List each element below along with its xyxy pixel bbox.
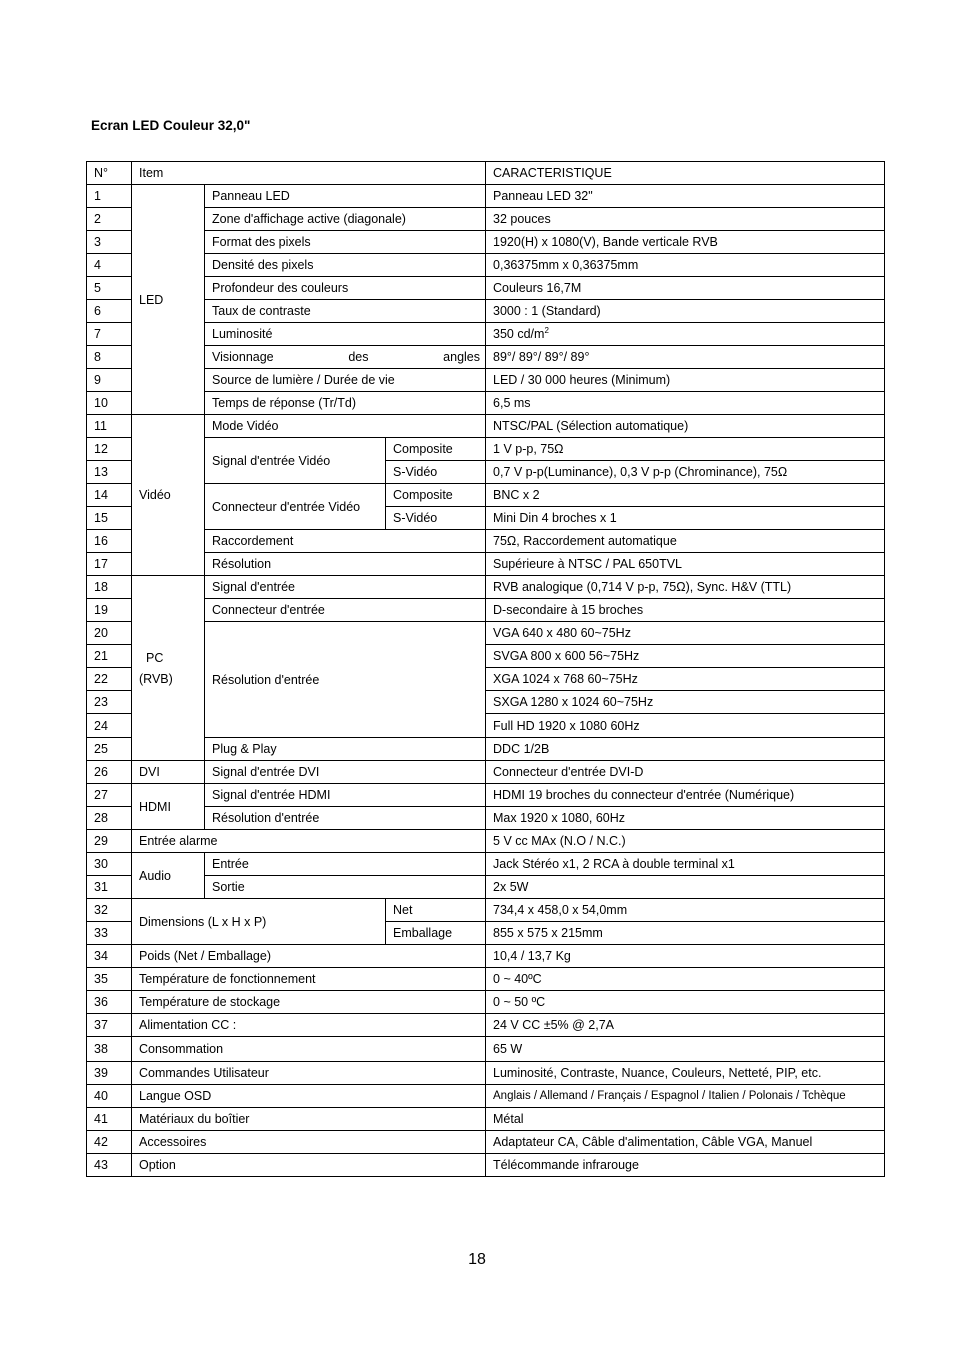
- table-row: [87, 622, 885, 645]
- sub-item-label: S-Vidéo: [386, 507, 486, 530]
- spec-value: 0 ~ 50 ºC: [486, 991, 885, 1014]
- item-label: Zone d'affichage active (diagonale): [205, 208, 486, 231]
- table-row: [87, 738, 885, 761]
- spec-value: Jack Stéréo x1, 2 RCA à double terminal x1: [486, 853, 885, 876]
- row-number: 32: [87, 899, 132, 922]
- spec-value: 1 V p-p, 75Ω: [486, 438, 885, 461]
- spec-value: 10,4 / 13,7 Kg: [486, 945, 885, 968]
- table-row: [87, 1062, 885, 1085]
- table-row: [87, 530, 885, 553]
- item-label: Temps de réponse (Tr/Td): [205, 392, 486, 415]
- item-label: Signal d'entrée HDMI: [205, 784, 486, 807]
- spec-value: 6,5 ms: [486, 392, 885, 415]
- row-number: 18: [87, 576, 132, 599]
- spec-value: Mini Din 4 broches x 1: [486, 507, 885, 530]
- item-label-visionnage: [205, 346, 486, 369]
- table-row: [87, 968, 885, 991]
- spec-value: 24 V CC ±5% @ 2,7A: [486, 1014, 885, 1037]
- spec-value: Anglais / Allemand / Français / Espagnol / Italien / Polonais / Tchèque: [486, 1085, 885, 1108]
- spec-text: 350 cd/m: [493, 327, 545, 341]
- table-row: [87, 1037, 885, 1062]
- group-dimensions: Dimensions (L x H x P): [132, 899, 386, 945]
- item-label: Signal d'entrée: [205, 576, 486, 599]
- table-row: [87, 830, 885, 853]
- spec-value: 65 W: [486, 1037, 885, 1062]
- row-number: 40: [87, 1085, 132, 1108]
- spec-value: 855 x 575 x 215mm: [486, 922, 885, 945]
- spec-value: D-secondaire à 15 broches: [486, 599, 885, 622]
- row-number: 20: [87, 622, 132, 645]
- table-row: [87, 254, 885, 277]
- table-row: [87, 599, 885, 622]
- row-number: 8: [87, 346, 132, 369]
- superscript: 2: [544, 325, 549, 335]
- spec-value: DDC 1/2B: [486, 738, 885, 761]
- table-header-row: [87, 162, 885, 185]
- row-number: 17: [87, 553, 132, 576]
- item-label: Résolution d'entrée: [205, 807, 486, 830]
- spec-value: Panneau LED 32": [486, 185, 885, 208]
- table-row: [87, 369, 885, 392]
- item-label: Connecteur d'entrée: [205, 599, 486, 622]
- item-label: Langue OSD: [132, 1085, 486, 1108]
- sub-item-label: S-Vidéo: [386, 461, 486, 484]
- row-number: 10: [87, 392, 132, 415]
- row-number: 16: [87, 530, 132, 553]
- row-number: 21: [87, 645, 132, 668]
- table-row: [87, 415, 885, 438]
- spec-value: BNC x 2: [486, 484, 885, 507]
- row-number: 39: [87, 1062, 132, 1085]
- table-row: [87, 853, 885, 876]
- row-number: 4: [87, 254, 132, 277]
- item-label: Alimentation CC :: [132, 1014, 486, 1037]
- group-pc-line2: (RVB): [139, 671, 173, 686]
- spec-value: 89°/ 89°/ 89°/ 89°: [486, 346, 885, 369]
- item-label: Densité des pixels: [205, 254, 486, 277]
- item-label: Température de fonctionnement: [132, 968, 486, 991]
- row-number: 22: [87, 668, 132, 691]
- row-number: 42: [87, 1131, 132, 1154]
- spec-value: SVGA 800 x 600 56~75Hz: [486, 645, 885, 668]
- item-label: Poids (Net / Emballage): [132, 945, 486, 968]
- spec-value: 0 ~ 40ºC: [486, 968, 885, 991]
- table-row: [87, 945, 885, 968]
- row-number: 3: [87, 231, 132, 254]
- row-number: 5: [87, 277, 132, 300]
- item-label: Sortie: [205, 876, 486, 899]
- group-pc: [132, 576, 205, 761]
- item-label: Format des pixels: [205, 231, 486, 254]
- table-row: [87, 1085, 885, 1108]
- spec-value: Supérieure à NTSC / PAL 650TVL: [486, 553, 885, 576]
- row-number: 6: [87, 300, 132, 323]
- row-number: 9: [87, 369, 132, 392]
- row-number: 25: [87, 738, 132, 761]
- table-row: [87, 784, 885, 807]
- row-number: 19: [87, 599, 132, 622]
- row-number: 31: [87, 876, 132, 899]
- spec-value: Full HD 1920 x 1080 60Hz: [486, 714, 885, 738]
- spec-value: 5 V cc MAx (N.O / N.C.): [486, 830, 885, 853]
- header-spec: CARACTERISTIQUE: [486, 162, 885, 185]
- row-number: 37: [87, 1014, 132, 1037]
- specification-table: [86, 161, 885, 1177]
- spec-value: Max 1920 x 1080, 60Hz: [486, 807, 885, 830]
- spec-value: 734,4 x 458,0 x 54,0mm: [486, 899, 885, 922]
- spec-value: VGA 640 x 480 60~75Hz: [486, 622, 885, 645]
- table-row: [87, 484, 885, 507]
- item-label-part: des: [348, 350, 369, 364]
- table-row: [87, 807, 885, 830]
- sub-item-label: Net: [386, 899, 486, 922]
- table-row: [87, 761, 885, 784]
- table-row: [87, 346, 885, 369]
- row-number: 15: [87, 507, 132, 530]
- table-row: [87, 185, 885, 208]
- table-row: [87, 991, 885, 1014]
- spec-value: Télécommande infrarouge: [486, 1154, 885, 1177]
- table-row: [87, 576, 885, 599]
- item-label: Raccordement: [205, 530, 486, 553]
- table-row: [87, 323, 885, 346]
- row-number: 35: [87, 968, 132, 991]
- spec-value: 75Ω, Raccordement automatique: [486, 530, 885, 553]
- item-label: Accessoires: [132, 1131, 486, 1154]
- table-row: [87, 1131, 885, 1154]
- row-number: 38: [87, 1037, 132, 1062]
- table-row: [87, 1108, 885, 1131]
- spec-value: 3000 : 1 (Standard): [486, 300, 885, 323]
- table-row: [87, 1014, 885, 1037]
- spec-value: 2x 5W: [486, 876, 885, 899]
- table-row: [87, 899, 885, 922]
- item-label: Option: [132, 1154, 486, 1177]
- row-number: 34: [87, 945, 132, 968]
- spec-value: 0,7 V p-p(Luminance), 0,3 V p-p (Chrominance), 75Ω: [486, 461, 885, 484]
- row-number: 23: [87, 691, 132, 714]
- item-label: Signal d'entrée Vidéo: [205, 438, 386, 484]
- spec-value: Connecteur d'entrée DVI-D: [486, 761, 885, 784]
- table-row: [87, 277, 885, 300]
- item-label: Consommation: [132, 1037, 486, 1062]
- table-row: [87, 438, 885, 461]
- spec-value: Adaptateur CA, Câble d'alimentation, Câble VGA, Manuel: [486, 1131, 885, 1154]
- row-number: 7: [87, 323, 132, 346]
- item-label-part: Visionnage: [212, 350, 274, 364]
- row-number: 29: [87, 830, 132, 853]
- item-label: Source de lumière / Durée de vie: [205, 369, 486, 392]
- row-number: 11: [87, 415, 132, 438]
- sub-item-label: Composite: [386, 484, 486, 507]
- group-dvi: DVI: [132, 761, 205, 784]
- group-audio: Audio: [132, 853, 205, 899]
- sub-item-label: Emballage: [386, 922, 486, 945]
- row-number: 14: [87, 484, 132, 507]
- row-number: 33: [87, 922, 132, 945]
- header-item: Item: [132, 162, 486, 185]
- spec-value: 1920(H) x 1080(V), Bande verticale RVB: [486, 231, 885, 254]
- group-led: LED: [132, 185, 205, 415]
- item-label: Commandes Utilisateur: [132, 1062, 486, 1085]
- row-number: 28: [87, 807, 132, 830]
- row-number: 36: [87, 991, 132, 1014]
- item-label: Entrée: [205, 853, 486, 876]
- table-row: [87, 553, 885, 576]
- spec-value: NTSC/PAL (Sélection automatique): [486, 415, 885, 438]
- document-title: Ecran LED Couleur 32,0": [91, 118, 251, 133]
- row-number: 27: [87, 784, 132, 807]
- group-pc-line1: PC: [146, 650, 164, 665]
- row-number: 30: [87, 853, 132, 876]
- spec-value: Couleurs 16,7M: [486, 277, 885, 300]
- row-number: 13: [87, 461, 132, 484]
- item-label: Résolution: [205, 553, 486, 576]
- group-hdmi: HDMI: [132, 784, 205, 830]
- spec-value: RVB analogique (0,714 V p-p, 75Ω), Sync. H&V (TTL): [486, 576, 885, 599]
- spec-value: Luminosité, Contraste, Nuance, Couleurs, Netteté, PIP, etc.: [486, 1062, 885, 1085]
- spec-value: Métal: [486, 1108, 885, 1131]
- item-label: Signal d'entrée DVI: [205, 761, 486, 784]
- group-video: Vidéo: [132, 415, 205, 576]
- item-label: Plug & Play: [205, 738, 486, 761]
- item-label-part: angles: [443, 350, 481, 364]
- header-num: N°: [87, 162, 132, 185]
- row-number: 24: [87, 714, 132, 738]
- spec-value: 32 pouces: [486, 208, 885, 231]
- row-number: 2: [87, 208, 132, 231]
- item-label: Mode Vidéo: [205, 415, 486, 438]
- row-number: 43: [87, 1154, 132, 1177]
- page-number: 18: [468, 1251, 486, 1268]
- spec-value: SXGA 1280 x 1024 60~75Hz: [486, 691, 885, 714]
- table-row: [87, 392, 885, 415]
- row-number: 12: [87, 438, 132, 461]
- item-label: Luminosité: [205, 323, 486, 346]
- spec-value: XGA 1024 x 768 60~75Hz: [486, 668, 885, 691]
- item-label: Entrée alarme: [132, 830, 486, 853]
- item-label: Connecteur d'entrée Vidéo: [205, 484, 386, 530]
- sub-item-label: Composite: [386, 438, 486, 461]
- table-row: [87, 876, 885, 899]
- spec-value: 0,36375mm x 0,36375mm: [486, 254, 885, 277]
- spec-value: HDMI 19 broches du connecteur d'entrée (Numérique): [486, 784, 885, 807]
- row-number: 26: [87, 761, 132, 784]
- item-label: Température de stockage: [132, 991, 486, 1014]
- row-number: 1: [87, 185, 132, 208]
- item-label: Panneau LED: [205, 185, 486, 208]
- table-row: [87, 208, 885, 231]
- spec-value: LED / 30 000 heures (Minimum): [486, 369, 885, 392]
- item-label: Matériaux du boîtier: [132, 1108, 486, 1131]
- item-label: Profondeur des couleurs: [205, 277, 486, 300]
- item-label: Taux de contraste: [205, 300, 486, 323]
- item-label: Résolution d'entrée: [205, 622, 486, 738]
- row-number: 41: [87, 1108, 132, 1131]
- spec-value-luminance: [486, 323, 885, 346]
- table-row: [87, 231, 885, 254]
- table-row: [87, 300, 885, 323]
- table-row: [87, 1154, 885, 1177]
